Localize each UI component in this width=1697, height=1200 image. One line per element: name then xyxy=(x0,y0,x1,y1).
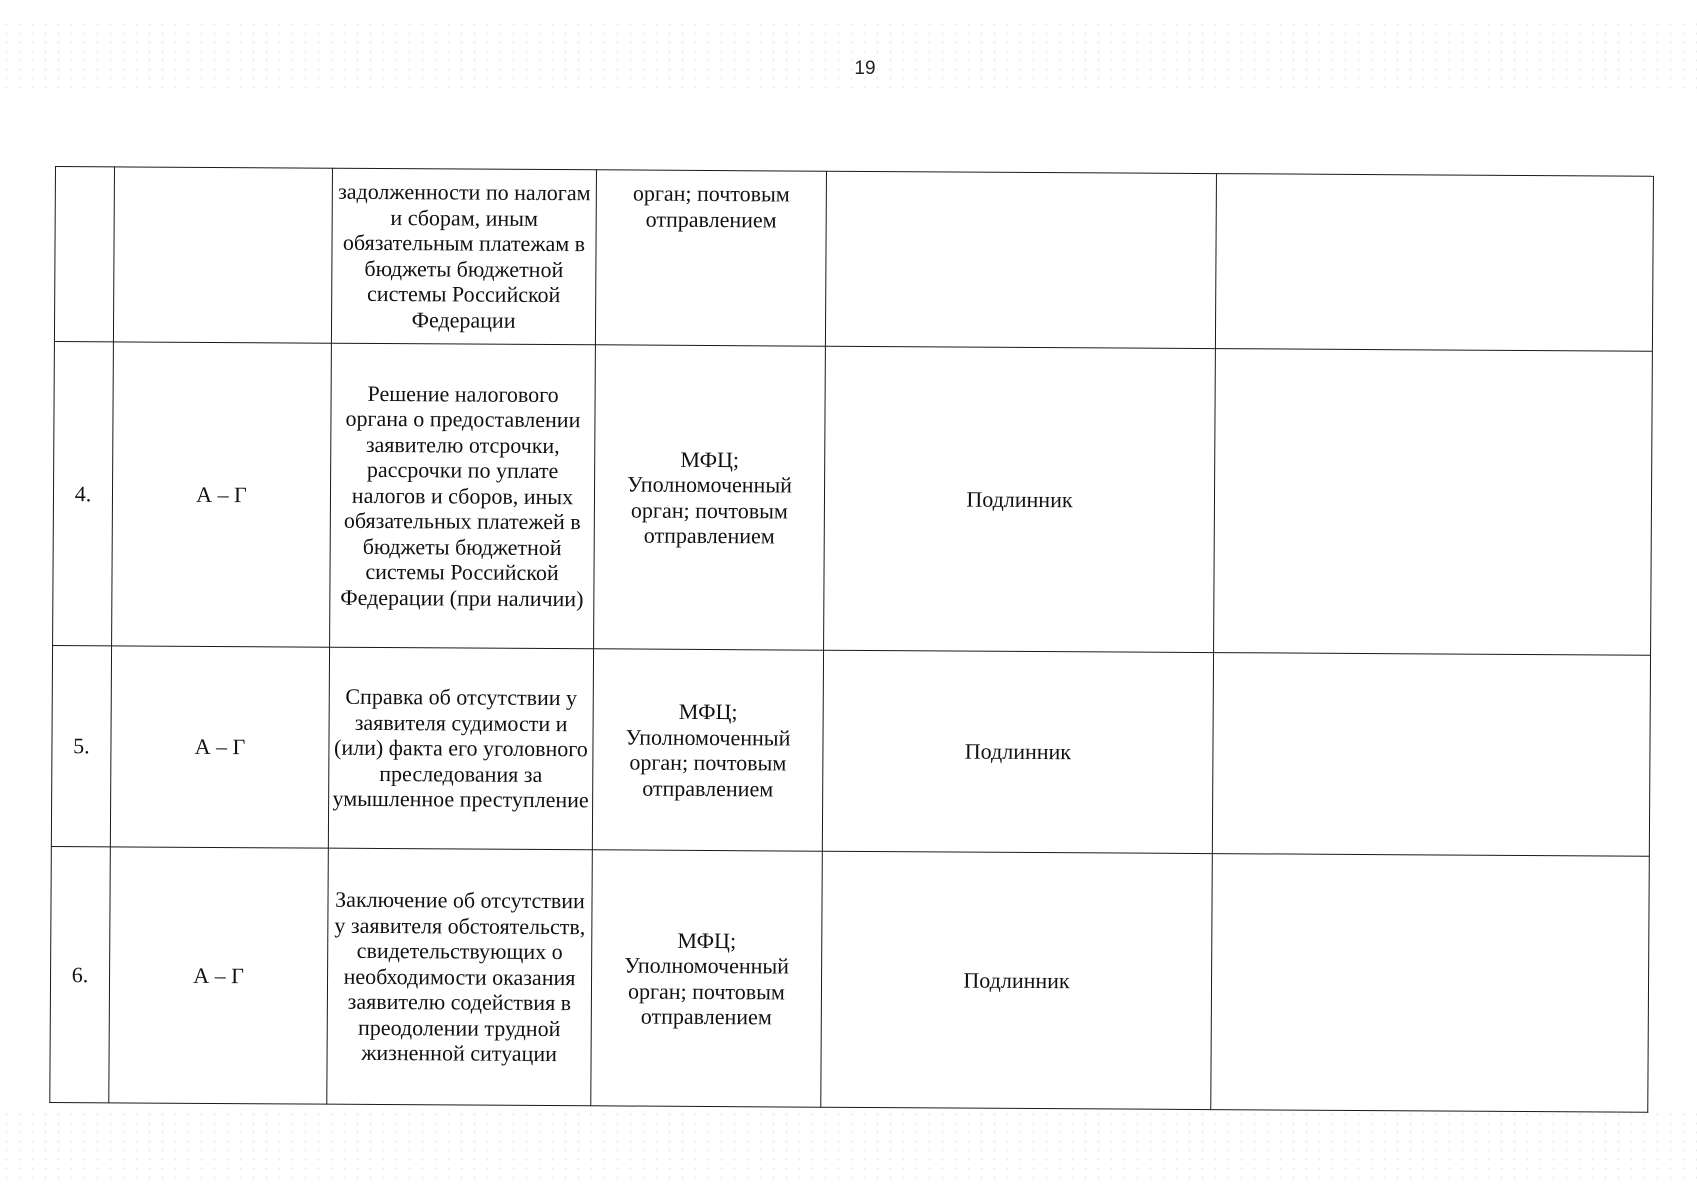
row-number: 4. xyxy=(53,341,114,645)
document-name: задолженности по налогам и сборам, иным обязательным платежам в бюджеты бюджетной системы Российской Федерации xyxy=(331,168,596,345)
document-name: Решение налогового органа о предоставлении заявителю отсрочки, рассрочки по уплате налогов и сборов, иных обязательных платежей в бюджеты бюджетной системы Российской Федерации (при наличии) xyxy=(330,343,596,649)
table-row xyxy=(51,645,1650,856)
submission-method: МФЦ; Уполномоченный орган; почтовым отправлением xyxy=(594,345,826,650)
document-form xyxy=(825,171,1216,348)
document-name: Справка об отсутствии у заявителя судимости и (или) факта его уголовного преследования за умышленное преступление xyxy=(328,647,593,850)
applicant-category: А – Г xyxy=(109,847,329,1104)
table-row xyxy=(53,341,1653,655)
document-form: Подлинник xyxy=(824,346,1216,652)
submission-method: МФЦ; Уполномоченный орган; почтовым отправлением xyxy=(591,850,823,1107)
note-cell xyxy=(1214,349,1653,656)
document-form: Подлинник xyxy=(822,650,1213,853)
documents-table xyxy=(49,166,1654,1113)
document-form: Подлинник xyxy=(821,851,1213,1109)
submission-method: орган; почтовым отправлением xyxy=(595,170,826,346)
table-row xyxy=(54,167,1653,352)
applicant-category: А – Г xyxy=(110,646,329,848)
applicant-category: А – Г xyxy=(112,342,332,647)
applicant-category xyxy=(113,167,332,343)
scan-noise-bottom xyxy=(0,1110,1697,1180)
note-cell xyxy=(1211,854,1650,1113)
table-row xyxy=(50,846,1650,1112)
document-name: Заключение об отсутствии у заявителя обстоятельств, свидетельствующих о необходимости оказания заявителю содействия в преодолении трудной жизненной ситуации xyxy=(327,848,593,1106)
note-cell xyxy=(1215,174,1653,352)
submission-method: МФЦ; Уполномоченный орган; почтовым отправлением xyxy=(592,649,823,851)
row-number: 6. xyxy=(50,846,111,1102)
row-number: 5. xyxy=(51,645,111,846)
page-number: 19 xyxy=(854,58,876,79)
row-number xyxy=(54,167,114,342)
note-cell xyxy=(1212,653,1650,857)
